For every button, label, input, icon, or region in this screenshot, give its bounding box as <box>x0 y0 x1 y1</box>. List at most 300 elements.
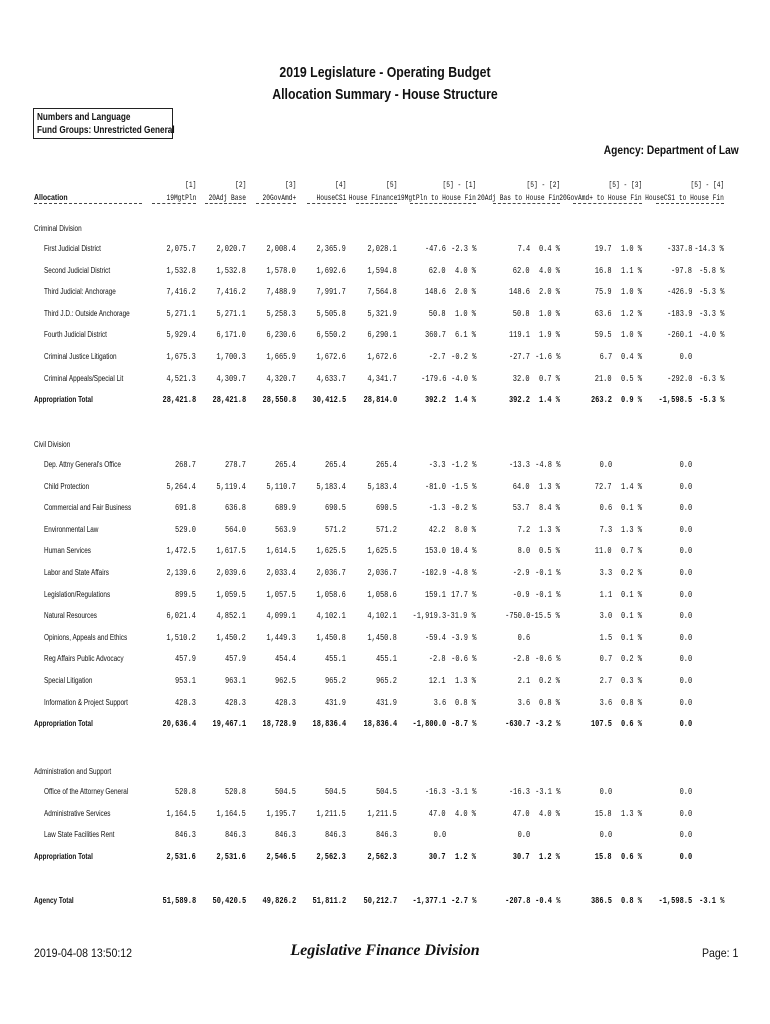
value-cell: -3.1 % <box>450 787 476 797</box>
footer-division-name: Legislative Finance Division <box>290 942 480 959</box>
column-name-4: HouseCS1 <box>316 194 346 203</box>
value-cell: 53.7 <box>513 503 530 514</box>
table-row <box>0 374 770 386</box>
value-cell: 6,550.2 <box>316 330 346 341</box>
value-cell: 0.8 % <box>620 895 642 906</box>
value-cell: 62.0 <box>429 265 446 276</box>
value-cell: 0.6 <box>599 503 612 514</box>
value-cell: 4,633.7 <box>316 373 346 384</box>
value-cell: 16.8 <box>595 265 612 276</box>
table-row <box>0 676 770 688</box>
value-cell: -4.8 % <box>450 568 476 578</box>
value-cell: 1.0 % <box>454 308 476 319</box>
value-cell: 265.4 <box>375 460 397 470</box>
value-cell: 1.3 % <box>620 808 642 819</box>
value-cell: 1,164.5 <box>216 808 246 819</box>
value-cell: 3.6 <box>433 697 446 708</box>
value-cell: 0.0 <box>679 851 692 862</box>
value-cell: 1,450.8 <box>316 632 346 643</box>
value-cell: 5,929.4 <box>166 330 196 341</box>
value-cell: -426.9 <box>666 287 692 298</box>
value-cell: 6,290.1 <box>367 330 397 341</box>
value-cell: 2,531.6 <box>216 851 246 862</box>
value-cell: 2.0 % <box>538 287 560 298</box>
allocation-label: Third J.D.: Outside Anchorage <box>44 308 130 318</box>
value-cell: 1,594.8 <box>367 265 397 276</box>
allocation-label: Special Litigation <box>44 676 93 685</box>
value-cell: 2,075.7 <box>166 244 196 254</box>
value-cell: 265.4 <box>274 460 296 470</box>
value-cell: -4.0 % <box>698 330 724 341</box>
column-name-1: 19MgtPln <box>166 194 196 203</box>
value-cell: 72.7 <box>595 481 612 492</box>
allocation-label: Labor and State Affairs <box>44 568 109 577</box>
allocation-label: Natural Resources <box>44 611 97 621</box>
value-cell: 2,531.6 <box>166 851 196 862</box>
value-cell: 19.7 <box>595 244 612 254</box>
value-cell: 504.5 <box>274 787 296 797</box>
value-cell: 1.5 <box>599 632 612 643</box>
value-cell: 1.0 % <box>620 330 642 341</box>
value-cell: 1.3 % <box>620 524 642 535</box>
value-cell: 5,183.4 <box>367 481 397 492</box>
column-number-9: [5] - [4] <box>690 181 724 190</box>
value-cell: -47.6 <box>424 244 446 254</box>
value-cell: 4.0 % <box>538 808 560 819</box>
value-cell: 899.5 <box>174 589 196 600</box>
value-cell: 2,028.1 <box>367 244 397 254</box>
allocation-column-header: Allocation <box>34 192 68 202</box>
value-cell: 30,412.5 <box>312 395 346 406</box>
value-cell: 455.1 <box>375 654 397 665</box>
value-cell: -1,598.5 <box>658 895 692 906</box>
value-cell: 1.1 % <box>620 265 642 276</box>
value-cell: -2.3 % <box>450 244 476 254</box>
value-cell: 1,614.5 <box>266 546 296 557</box>
allocation-label: Opinions, Appeals and Ethics <box>44 632 128 642</box>
value-cell: 4,341.7 <box>367 373 397 384</box>
table-row <box>0 330 770 342</box>
value-cell: 7,416.2 <box>166 287 196 298</box>
value-cell: 4,309.7 <box>216 373 246 384</box>
value-cell: 520.8 <box>174 787 196 797</box>
value-cell: 0.5 % <box>620 373 642 384</box>
filter-line-fund-groups: Fund Groups: Unrestricted General <box>37 125 175 136</box>
value-cell: 0.1 % <box>620 632 642 643</box>
value-cell: -0.4 % <box>534 895 560 906</box>
value-cell: 431.9 <box>324 697 346 708</box>
value-cell: 7.2 <box>517 524 530 535</box>
value-cell: 965.2 <box>375 676 397 686</box>
value-cell: 0.0 <box>679 546 692 557</box>
value-cell: 0.1 % <box>620 503 642 514</box>
value-cell: -630.7 <box>504 719 530 730</box>
value-cell: 457.9 <box>224 654 246 665</box>
value-cell: 2.7 <box>599 676 612 686</box>
value-cell: 2,546.5 <box>266 851 296 862</box>
allocation-label: Information & Project Support <box>44 697 128 707</box>
value-cell: 0.0 <box>679 481 692 492</box>
value-cell: -4.8 % <box>534 460 560 470</box>
value-cell: 0.0 <box>679 503 692 514</box>
value-cell: 1,700.3 <box>216 352 246 362</box>
value-cell: 4,320.7 <box>266 373 296 384</box>
value-cell: -183.9 <box>666 308 692 319</box>
value-cell: 1.3 % <box>454 676 476 686</box>
column-name-2: 20Adj Base <box>208 194 246 203</box>
value-cell: -5.3 % <box>698 287 724 298</box>
value-cell: 455.1 <box>324 654 346 665</box>
value-cell: 148.6 <box>424 287 446 298</box>
value-cell: -3.2 % <box>534 719 560 730</box>
value-cell: 0.0 <box>599 787 612 797</box>
value-cell: 17.7 % <box>450 589 476 600</box>
value-cell: 6,171.0 <box>216 330 246 341</box>
value-cell: -0.6 % <box>534 654 560 665</box>
value-cell: -2.9 <box>513 568 530 578</box>
value-cell: 0.3 % <box>620 676 642 686</box>
value-cell: -102.9 <box>420 568 446 578</box>
value-cell: -59.4 <box>424 632 446 643</box>
filter-box <box>33 108 173 139</box>
value-cell: 268.7 <box>174 460 196 470</box>
value-cell: -0.1 % <box>534 589 560 600</box>
value-cell: 0.6 <box>517 632 530 643</box>
value-cell: 159.1 <box>424 589 446 600</box>
value-cell: 0.8 % <box>454 697 476 708</box>
value-cell: 50.8 <box>429 308 446 319</box>
value-cell: 1,058.6 <box>316 589 346 600</box>
value-cell: 51,589.8 <box>162 895 196 906</box>
value-cell: 0.0 <box>679 632 692 643</box>
value-cell: 846.3 <box>224 830 246 841</box>
value-cell: 11.0 <box>595 546 612 557</box>
value-cell: 7,488.9 <box>266 287 296 298</box>
table-row <box>0 568 770 580</box>
value-cell: 4.0 % <box>454 265 476 276</box>
report-title: 2019 Legislature - Operating Budget <box>279 64 491 81</box>
value-cell: 1,450.2 <box>216 632 246 643</box>
value-cell: 63.6 <box>595 308 612 319</box>
value-cell: -292.0 <box>666 373 692 384</box>
value-cell: 0.4 % <box>538 244 560 254</box>
value-cell: 3.3 <box>599 568 612 578</box>
report-subtitle: Allocation Summary - House Structure <box>272 86 498 103</box>
value-cell: 7,991.7 <box>316 287 346 298</box>
value-cell: 1.9 % <box>538 330 560 341</box>
value-cell: 2,033.4 <box>266 568 296 578</box>
table-row <box>0 525 770 537</box>
column-underline-4 <box>307 203 346 204</box>
value-cell: 8.4 % <box>538 503 560 514</box>
value-cell: 6,021.4 <box>166 611 196 622</box>
table-row <box>0 352 770 364</box>
total-row <box>0 395 770 407</box>
value-cell: 1.0 % <box>538 308 560 319</box>
value-cell: 15.8 <box>595 808 612 819</box>
allocation-label: Administrative Services <box>44 808 111 818</box>
value-cell: 0.0 <box>679 352 692 362</box>
value-cell: 28,814.0 <box>363 395 397 406</box>
value-cell: 18,836.4 <box>312 719 346 730</box>
value-cell: 846.3 <box>324 830 346 841</box>
value-cell: 571.2 <box>375 524 397 535</box>
value-cell: 4,102.1 <box>367 611 397 622</box>
value-cell: 75.9 <box>595 287 612 298</box>
value-cell: -337.8 <box>666 244 692 254</box>
value-cell: 1,578.0 <box>266 265 296 276</box>
value-cell: -13.3 <box>508 460 530 470</box>
table-row <box>0 809 770 821</box>
value-cell: 3.6 <box>599 697 612 708</box>
value-cell: 1,675.3 <box>166 352 196 362</box>
value-cell: 1.3 % <box>538 481 560 492</box>
column-name-9: HouseCS1 to House Fin <box>645 194 724 203</box>
value-cell: 6,230.6 <box>266 330 296 341</box>
value-cell: 0.0 <box>679 589 692 600</box>
value-cell: 963.1 <box>224 676 246 686</box>
value-cell: -3.9 % <box>450 632 476 643</box>
allocation-label: Human Services <box>44 546 91 556</box>
value-cell: 504.5 <box>375 787 397 797</box>
section-label: Administration and Support <box>34 767 112 776</box>
value-cell: 12.1 <box>429 676 446 686</box>
column-underline-8 <box>573 203 642 204</box>
value-cell: 2,139.6 <box>166 568 196 578</box>
value-cell: 0.6 % <box>620 851 642 862</box>
value-cell: 846.3 <box>274 830 296 841</box>
value-cell: 0.0 <box>679 830 692 841</box>
column-underline-2 <box>205 203 246 204</box>
value-cell: 392.2 <box>424 395 446 406</box>
value-cell: 1,057.5 <box>266 589 296 600</box>
value-cell: 0.9 % <box>620 395 642 406</box>
value-cell: 5,271.1 <box>166 308 196 319</box>
value-cell: -27.7 <box>508 352 530 362</box>
table-row <box>0 503 770 515</box>
column-underline-5 <box>356 203 397 204</box>
column-number-3: [3] <box>284 181 296 190</box>
value-cell: 5,321.9 <box>367 308 397 319</box>
column-underline-3 <box>256 203 296 204</box>
value-cell: -260.1 <box>666 330 692 341</box>
table-row <box>0 460 770 472</box>
value-cell: 1,450.8 <box>367 632 397 643</box>
allocation-label: Dep. Attny General's Office <box>44 460 121 469</box>
value-cell: 6.7 <box>599 352 612 362</box>
value-cell: 504.5 <box>324 787 346 797</box>
column-number-8: [5] - [3] <box>608 181 642 190</box>
value-cell: 1.4 % <box>620 481 642 492</box>
table-row <box>0 611 770 623</box>
total-label: Agency Total <box>34 895 74 905</box>
value-cell: 953.1 <box>174 676 196 686</box>
allocation-label: Third Judicial: Anchorage <box>44 287 116 297</box>
value-cell: 62.0 <box>513 265 530 276</box>
value-cell: 265.4 <box>324 460 346 470</box>
table-row <box>0 546 770 558</box>
table-row <box>0 482 770 494</box>
value-cell: 1,692.6 <box>316 265 346 276</box>
value-cell: -0.2 % <box>450 352 476 362</box>
value-cell: 51,811.2 <box>312 895 346 906</box>
value-cell: 50.8 <box>513 308 530 319</box>
value-cell: -16.3 <box>508 787 530 797</box>
value-cell: 2,039.6 <box>216 568 246 578</box>
table-row <box>0 309 770 321</box>
value-cell: -2.8 <box>513 654 530 665</box>
value-cell: 0.0 <box>679 524 692 535</box>
value-cell: 153.0 <box>424 546 446 557</box>
allocation-label: Criminal Justice Litigation <box>44 352 117 361</box>
value-cell: 5,505.8 <box>316 308 346 319</box>
value-cell: 21.0 <box>595 373 612 384</box>
value-cell: 32.0 <box>513 373 530 384</box>
value-cell: 0.0 <box>599 830 612 841</box>
value-cell: -14.3 % <box>694 244 724 254</box>
value-cell: -31.9 % <box>446 611 476 622</box>
value-cell: -207.8 <box>504 895 530 906</box>
value-cell: 1.4 % <box>538 395 560 406</box>
column-underline-9 <box>656 203 724 204</box>
value-cell: 691.8 <box>174 503 196 514</box>
value-cell: -0.9 <box>513 589 530 600</box>
value-cell: 7,416.2 <box>216 287 246 298</box>
value-cell: -81.0 <box>424 481 446 492</box>
value-cell: 1,617.5 <box>216 546 246 557</box>
value-cell: 529.0 <box>174 524 196 535</box>
value-cell: 0.0 <box>679 654 692 665</box>
value-cell: 7,564.8 <box>367 287 397 298</box>
table-row <box>0 654 770 666</box>
section-header-row <box>0 224 770 236</box>
value-cell: 454.4 <box>274 654 296 665</box>
value-cell: 1,625.5 <box>367 546 397 557</box>
value-cell: 148.6 <box>508 287 530 298</box>
value-cell: 846.3 <box>174 830 196 841</box>
value-cell: 5,183.4 <box>316 481 346 492</box>
value-cell: 690.5 <box>375 503 397 514</box>
value-cell: -2.8 <box>429 654 446 665</box>
column-number-2: [2] <box>234 181 246 190</box>
value-cell: 2,365.9 <box>316 244 346 254</box>
value-cell: 360.7 <box>424 330 446 341</box>
column-name-5: House Finance <box>348 194 397 203</box>
value-cell: 0.5 % <box>538 546 560 557</box>
section-header-row <box>0 767 770 779</box>
value-cell: 5,271.1 <box>216 308 246 319</box>
value-cell: 1,195.7 <box>266 808 296 819</box>
value-cell: 1.1 <box>599 589 612 600</box>
value-cell: 1,510.2 <box>166 632 196 643</box>
value-cell: 2,008.4 <box>266 244 296 254</box>
agency-label: Agency: Department of Law <box>604 143 739 157</box>
value-cell: 1,058.6 <box>367 589 397 600</box>
value-cell: 0.0 <box>679 676 692 686</box>
column-number-5: [5] <box>385 181 397 190</box>
value-cell: 563.9 <box>274 524 296 535</box>
allocation-label: Legislation/Regulations <box>44 589 111 599</box>
value-cell: 42.2 <box>429 524 446 535</box>
allocation-label: Commercial and Fair Business <box>44 503 132 513</box>
value-cell: -1.2 % <box>450 460 476 470</box>
value-cell: 119.1 <box>508 330 530 341</box>
value-cell: 1.3 % <box>538 524 560 535</box>
value-cell: -4.0 % <box>450 373 476 384</box>
column-name-7: 20Adj Bas to House Fin <box>477 194 560 203</box>
value-cell: 2,036.7 <box>316 568 346 578</box>
total-label: Appropriation Total <box>34 719 93 729</box>
column-name-6: 19MgtPln to House Fin <box>397 194 476 203</box>
value-cell: -0.6 % <box>450 654 476 665</box>
value-cell: -3.1 % <box>698 895 724 906</box>
total-row <box>0 852 770 864</box>
value-cell: 1.2 % <box>620 308 642 319</box>
value-cell: 0.2 % <box>538 676 560 686</box>
value-cell: 0.7 % <box>538 373 560 384</box>
table-row <box>0 830 770 842</box>
value-cell: 49,826.2 <box>262 895 296 906</box>
value-cell: 0.4 % <box>620 352 642 362</box>
value-cell: 0.0 <box>599 460 612 470</box>
value-cell: 0.2 % <box>620 654 642 665</box>
value-cell: 8.0 <box>517 546 530 557</box>
column-number-4: [4] <box>334 181 346 190</box>
value-cell: -16.3 <box>424 787 446 797</box>
value-cell: -8.7 % <box>450 719 476 730</box>
value-cell: 28,421.8 <box>162 395 196 406</box>
table-row <box>0 698 770 710</box>
value-cell: 5,258.3 <box>266 308 296 319</box>
value-cell: 15.8 <box>595 851 612 862</box>
value-cell: 5,119.4 <box>216 481 246 492</box>
value-cell: 962.5 <box>274 676 296 686</box>
value-cell: 1,211.5 <box>367 808 397 819</box>
value-cell: 18,836.4 <box>363 719 397 730</box>
value-cell: 1,672.6 <box>316 352 346 362</box>
table-row <box>0 590 770 602</box>
value-cell: 965.2 <box>324 676 346 686</box>
column-number-6: [5] - [1] <box>442 181 476 190</box>
value-cell: 457.9 <box>174 654 196 665</box>
value-cell: 0.0 <box>679 697 692 708</box>
total-row <box>0 896 770 908</box>
value-cell: 564.0 <box>224 524 246 535</box>
value-cell: 4.0 % <box>454 808 476 819</box>
value-cell: -0.2 % <box>450 503 476 514</box>
value-cell: 690.5 <box>324 503 346 514</box>
table-row <box>0 787 770 799</box>
value-cell: 2,562.3 <box>316 851 346 862</box>
value-cell: -5.8 % <box>698 265 724 276</box>
value-cell: 5,264.4 <box>166 481 196 492</box>
value-cell: -2.7 <box>429 352 446 362</box>
value-cell: 0.1 % <box>620 589 642 600</box>
value-cell: 20,636.4 <box>162 719 196 730</box>
value-cell: -1.5 % <box>450 481 476 492</box>
value-cell: 0.7 % <box>620 546 642 557</box>
section-label: Civil Division <box>34 440 71 449</box>
value-cell: 28,550.8 <box>262 395 296 406</box>
table-row <box>0 266 770 278</box>
table-row <box>0 633 770 645</box>
value-cell: -15.5 % <box>530 611 560 622</box>
column-underline-6 <box>410 203 476 204</box>
value-cell: 428.3 <box>274 697 296 708</box>
value-cell: 30.7 <box>429 851 446 862</box>
section-header-row <box>0 440 770 452</box>
value-cell: -1.3 <box>429 503 446 514</box>
